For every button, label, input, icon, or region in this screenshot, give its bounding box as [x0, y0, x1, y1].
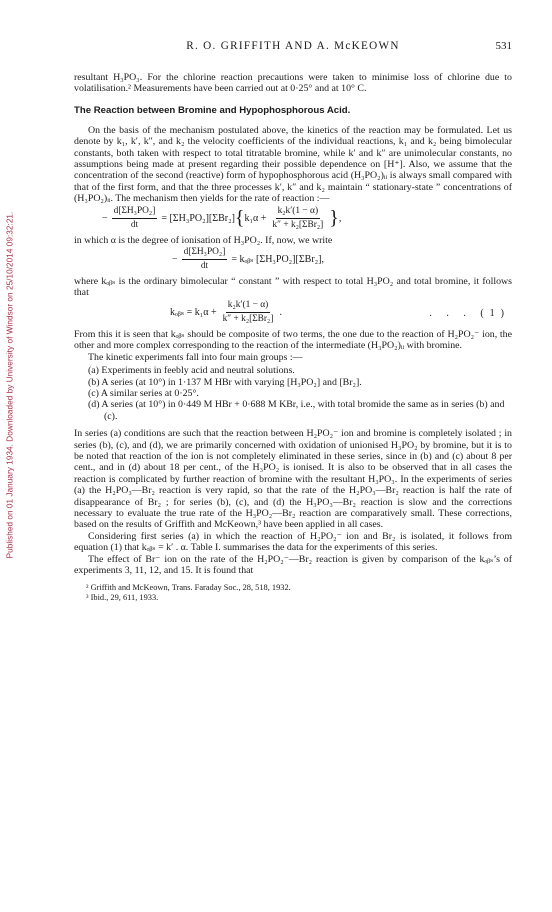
- eq1-rhs-denominator: k″ + k₂[ΣBr₂]: [272, 219, 324, 230]
- eq1-middle: = [ΣH₃PO₂][ΣBr₂]: [161, 212, 235, 224]
- list-item: (c) A similar series at 0·25°.: [88, 387, 199, 399]
- download-watermark: [4, 150, 16, 620]
- footnote: ² Griffith and McKeown, Trans. Faraday Soc., 28, 518, 1932.: [86, 583, 291, 593]
- eq1-lhs-fraction: [112, 206, 158, 231]
- experiment-groups-list: [88, 365, 512, 422]
- list-item: (b) A series (at 10°) in 1·137 M HBr with varying [H₃PO₂] and [Br₂].: [88, 376, 362, 388]
- eq1-lhs-numerator: d[ΣH₃PO₂]: [112, 206, 158, 219]
- eq2-lhs-denominator: dt: [200, 261, 209, 272]
- eq2-lhs-numerator: d[ΣH₃PO₂]: [182, 247, 228, 260]
- eq3-tail: .: [279, 306, 282, 318]
- eq1-tail: ,: [338, 212, 342, 224]
- alpha-paragraph: in which α is the degree of ionisation of H₃PO₂. If, now, we write: [74, 234, 333, 246]
- equation-1: [74, 299, 512, 329]
- series-paragraph: In series (a) conditions are such that the reaction between H₂PO₂⁻ ion and bromine is completely isolated ; in series (b), (c), and (d), we are primarily concerned with oxidation of unionised H₃PO₂ by bromine, but it is to be noted that reaction of the ion is not completely eliminated in these series, since in (b) and (c) about 8 per cent., and in (d) about 18 per cent., of the H₃PO₂ is ionised. It is also to be observed that in all cases the reaction is complicated by further reaction of bromine with the resultant H₃PO₃. In the experiments of series (a) the H₂PO₃—Br₂ reaction is very rapid, so that the rate of the H₂PO₃—Br₂ reaction is half the rate of disappearance of Br₂ ; for series (b), (c), and (d) the H₃PO₃—Br₂ reaction is slow and the corrections necessary to evaluate the true rate of the H₃PO₂—Br₂ reaction are comparatively small. These corrections, based on the results of Griffith and McKeown,³ have been applied in all cases.: [74, 428, 512, 531]
- eq1-rhs-fraction: [270, 206, 325, 231]
- eq3-lhs: kₒᵦₛ = k₁α +: [170, 306, 217, 318]
- eq3-denominator: k″ + k₂[ΣBr₂]: [222, 313, 274, 324]
- equation-number: . . . (1): [429, 307, 510, 319]
- rate-equation: − $\frac{\text{d[ΣH₃PO₂]}}{dt}$ = [ΣH₃PO₂][ΣBr₂] { k₁α + $\frac{\text{k₂k′(1 − α)}}{\text{k″ + k₂[ΣBr₂]}}$ } ,: [102, 205, 342, 230]
- list-item: (d) A series (at 10°) in 0·449 M HBr + 0·688 M KBr, i.e., with total bromide the same as in series (b) and (c).: [88, 399, 505, 422]
- kobs-definition-equation: − $\frac{\text{d[ΣH₃PO₂]}}{dt}$ = kₒᵦₛ [ΣH₃PO₂][ΣBr₂],: [172, 247, 324, 272]
- eq1-rhs-numerator: k₂k′(1 − α): [276, 206, 321, 219]
- mechanism-paragraph: On the basis of the mechanism postulated above, the kinetics of the reaction may be formulated. Let us denote by k₁, k′, k″, and k₂ the velocity coefficients of the individual reactions, k₁ and k₂ being bimolecular constants, both taken with respect to total titratable bromine, while k′ and k″ are unimolecular constants, no assumptions being made at present regarding their possible dependence on [H⁺]. Also, we assume that the concentration of the second (reactive) form of hypophosphorous acid (H₃PO₂)ᵢᵢ is always small compared with that of the first form, and that the three processes k′, k″ and k₂ maintain “ stationary-state ” concentrations of (H₃PO₂)ᵢᵢ. The mechanism then yields for the rate of reaction :—: [74, 124, 512, 205]
- two-terms-paragraph: From this it is seen that kₒᵦₛ should be composite of two terms, the one due to the reaction of H₂PO₂⁻ ion, the other and more complex corresponding to the reaction of the intermediate (H₃PO₂)ᵢᵢ with bromine.: [74, 328, 512, 352]
- eq1-lhs-denominator: dt: [130, 219, 139, 230]
- eq1-inner: k₁α +: [244, 212, 267, 224]
- eq2-rhs: = kₒᵦₛ [ΣH₃PO₂][ΣBr₂],: [231, 254, 324, 266]
- eq3-fraction: [221, 300, 276, 325]
- first-series-paragraph: Considering first series (a) in which the reaction of H₂PO₂⁻ ion and Br₂ is isolated, it follows from equation (1) that kₒᵦₛ = k′ . α. Table I. summarises the data for the experiments of this series.: [74, 530, 512, 554]
- list-item: (a) Experiments in feebly acid and neutral solutions.: [88, 365, 295, 377]
- journal-page: [74, 40, 512, 603]
- download-watermark-text: Published on 01 January 1934. Downloaded by University of Windsor on 25/10/2014 09:32:21.: [5, 211, 15, 559]
- kobs-paragraph: where kₒᵦₛ is the ordinary bimolecular “ constant ” with respect to total H₃PO₂ and total bromine, it follows that: [74, 276, 512, 299]
- footnote: ³ Ibid., 29, 611, 1933.: [86, 593, 159, 603]
- eq3-numerator: k₂k′(1 − α): [226, 300, 271, 313]
- bromide-effect-paragraph: The effect of Br⁻ ion on the rate of the H₂PO₂⁻—Br₂ reaction is given by comparison of the kₒᵦₛ’s of experiments 3, 11, 12, and 15. It is found that: [74, 553, 512, 576]
- running-title: R. O. GRIFFITH AND A. McKEOWN: [186, 40, 400, 52]
- footnotes: [74, 583, 512, 603]
- page-number: 531: [495, 40, 512, 52]
- eq2-lhs-fraction: [182, 247, 228, 272]
- running-head: [74, 40, 512, 58]
- groups-intro: The kinetic experiments fall into four main groups :—: [88, 351, 303, 363]
- intro-paragraph: resultant H₃PO₃. For the chlorine reaction precautions were taken to minimise loss of chlorine due to volatilisation.² Measurements have been carried out at 0·25° and at 10° C.: [74, 72, 512, 95]
- section-heading: The Reaction between Bromine and Hypophosphorous Acid.: [74, 104, 351, 116]
